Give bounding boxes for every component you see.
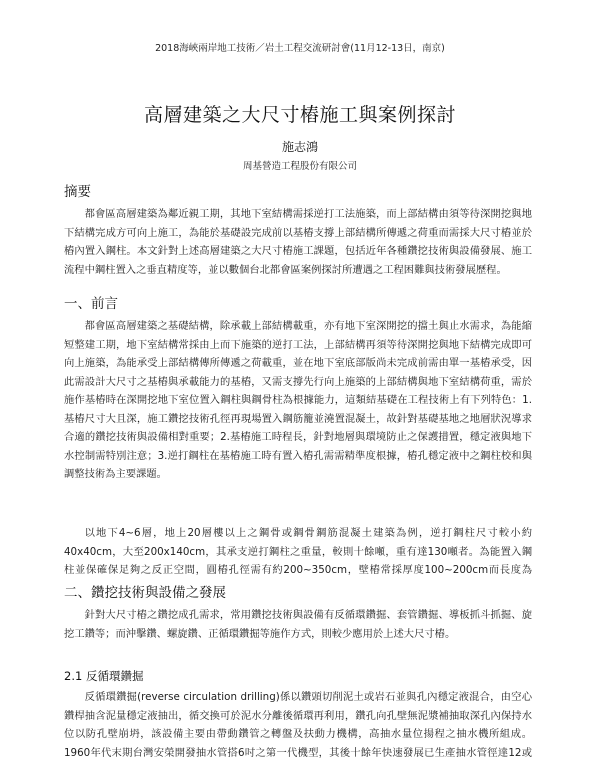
- section-1-paragraph-1: 都會區高層建築之基礎結構，除承載上部結構載重，亦有地下室深開挖的擋土與止水需求，為能縮短整建工期，地下室結構常採由上而下施築的逆打工法，上部結構再須等待深開挖與地下結構完成即可向上施築，為能承受上部結構傳所傳遞之荷載重，並在地下室底部版尚未完成前需由單一基樁承受，因此需設計大尺寸之基樁與承載能力的基樁，又需支撐先行向上施築的上部結構與地下室結構荷重，需於施作基樁時在深開挖地下室位置入鋼柱與鋼骨柱為根據能力，這類結基礎在工程技術上有下列特色：1.基樁尺寸大且深，施工鑽挖技術孔徑再現場置入鋼筋籠並澆置混凝土，故針對基礎基地之地層狀況導求合適的鑽挖技術與設備相對重要；2.基樁施工時程長，針對地層與環境防止之保護措置，穩定液與地下水控制需特別注意；3.逆打鋼柱在基樁施工時有置入樁孔需需精準度根據，樁孔穩定液中之鋼柱校和與調整技術為主要課題。: [64, 320, 532, 480]
- section-1-heading: 一、前言: [64, 296, 118, 312]
- abstract-heading: 摘要: [64, 184, 91, 200]
- section-2-paragraph-1: 針對大尺寸樁之鑽挖成孔需求，常用鑽挖技術與設備有反循環鑽掘、套管鑽掘、導板抓斗抓掘、旋挖工鑽等；而沖擊鑽、螺旋鑽、正循環鑽掘等施作方式，則較少應用於上述大尺寸樁。: [64, 609, 532, 640]
- running-header: 2018海峽兩岸地工技術／岩土工程交流研討會(11月12-13日，南京): [155, 43, 445, 54]
- paper-author: 施志鴻: [281, 140, 318, 154]
- section-2-1-paragraph: 反循環鑽掘(reverse circulation drilling)係以鑽頭切削泥土或岩石並與孔內穩定液混合，由空心鑽桿抽含泥量穩定液抽出，循交換可於泥水分離後循環再利用，鑽孔向孔壁無泥漿補抽取深孔內保持水位以防孔壁崩坍，該設備主要由帶動鑽管之轉盤及扶動力機構，高抽水量位揚程之抽水機所組成。1960年代末期台灣安榮開發抽水管搭6吋之第一代機型，其後十餘年快速發展已生產抽水管徑達12或: [64, 691, 532, 759]
- section-2-heading: 二、鑽挖技術與設備之發展: [64, 585, 226, 601]
- paper-title: 高層建築之大尺寸樁施工與案例探討: [143, 104, 456, 126]
- section-1-paragraph-2: 以地下4~6層，地上20層樓以上之鋼骨或鋼骨鋼筋混凝土建築為例，逆打鋼柱尺寸較小約40x40cm，大至200x140cm，其承支逆打鋼柱之重量，較則十餘噸，重有達130噸者。為能置入鋼柱並保確保足夠之反正空間，圓樁孔徑需有約200~350cm，壁樁常採厚度100~200cm而長度為: [64, 527, 532, 576]
- subsection-2-1-heading: 2.1 反循環鑽掘: [64, 669, 144, 683]
- paper-affiliation: 周基營造工程股份有限公司: [242, 161, 357, 172]
- abstract-text: 都會區高層建築為鄰近親工期，其地下室結構需採逆打工法施築，而上部結構由須等待深開挖與地下結構完成方可向上施工，為能於基礎設完成前以基樁支撐上部結構所傳遞之荷重而需採大尺寸樁並於樁內置入鋼柱。本文針對上述高層建築之大尺寸樁施工課題，包括近年各種鑽挖技術與設備發展、施工流程中鋼柱置入之垂直精度等，並以數個台北都會區案例探討所遭遇之工程困難與技術發展歷程。: [64, 208, 532, 276]
